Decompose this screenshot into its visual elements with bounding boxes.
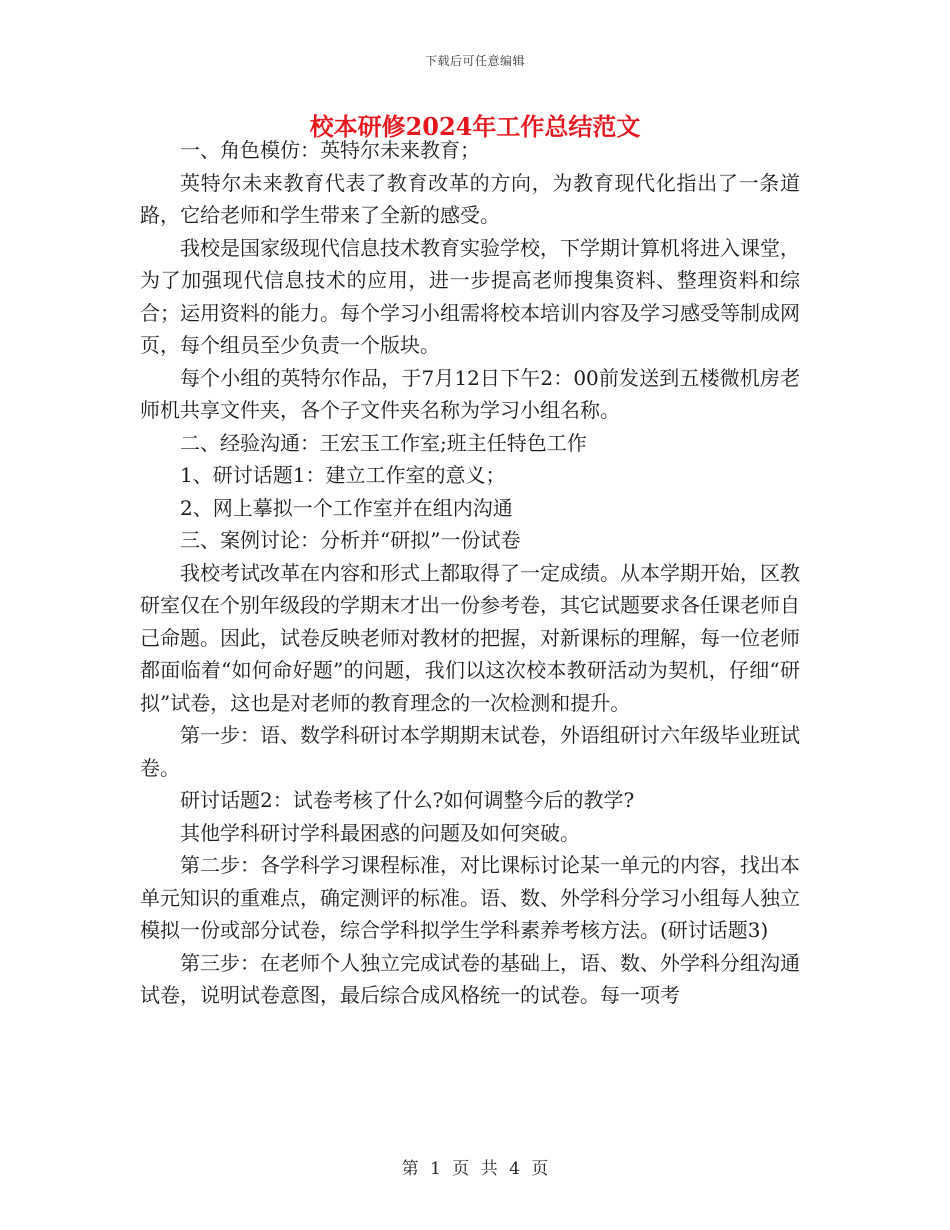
document-body: [140, 134, 800, 1012]
paragraph: 1、研讨话题1：建立工作室的意义；: [180, 463, 506, 487]
paragraph: 三、案例讨论：分析并“研拟”一份试卷: [180, 528, 521, 552]
paragraph: 其他学科研讨学科最困惑的问题及如何突破。: [180, 820, 580, 845]
paragraph: 我校是国家级现代信息技术教育实验学校，下学期计算机将进入课堂，为了加强现代信息技术的应用，进一步提高老师搜集资料、整理资料和综合；运用资料的能力。每个学习小组需将校本培训内容及学习感受等制成网页，每个组员至少负责一个版块。: [140, 235, 800, 357]
page-footer: 第 1 页 共 4 页: [401, 1159, 549, 1179]
header-note: 下载后可任意编辑: [424, 54, 525, 68]
paragraph: 第三步：在老师个人独立完成试卷的基础上，语、数、外学科分组沟通试卷，说明试卷意图，最后综合成风格统一的试卷。每一项考: [140, 950, 800, 1007]
paragraph: 第一步：语、数学科研讨本学期期末试卷，外语组研讨六年级毕业班试卷。: [140, 723, 800, 780]
paragraph: 英特尔未来教育代表了教育改革的方向，为教育现代化指出了一条道路，它给老师和学生带来了全新的感受。: [140, 170, 800, 227]
document-title: 校本研修2024年工作总结范文: [309, 112, 641, 141]
paragraph: 2、网上摹拟一个工作室并在组内沟通: [180, 495, 513, 520]
paragraph: 第二步：各学科学习课程标准，对比课标讨论某一单元的内容，找出本单元知识的重难点，确定测评的标准。语、数、外学科分学习小组每人独立模拟一份或部分试卷，综合学科拟学生学科素养考核方法。(研讨话题3): [140, 853, 800, 942]
paragraph: 我校考试改革在内容和形式上都取得了一定成绩。从本学期开始，区教研室仅在个别年级段的学期末才出一份参考卷，其它试题要求各任课老师自己命题。因此，试卷反映老师对教材的把握，对新课标的理解，每一位老师都面临着“如何命好题”的问题，我们以这次校本教研活动为契机，仔细“研拟”试卷，这也是对老师的教育理念的一次检测和提升。: [140, 560, 800, 715]
paragraph: 一、角色模仿：英特尔未来教育；: [180, 138, 480, 162]
paragraph: 研讨话题2：试卷考核了什么?如何调整今后的教学?: [180, 788, 635, 812]
paragraph: 二、经验沟通：王宏玉工作室;班主任特色工作: [180, 430, 587, 455]
paragraph: 每个小组的英特尔作品，于7月12日下午2：00前发送到五楼微机房老师机共享文件夹，各个子文件夹名称为学习小组名称。: [140, 365, 800, 422]
